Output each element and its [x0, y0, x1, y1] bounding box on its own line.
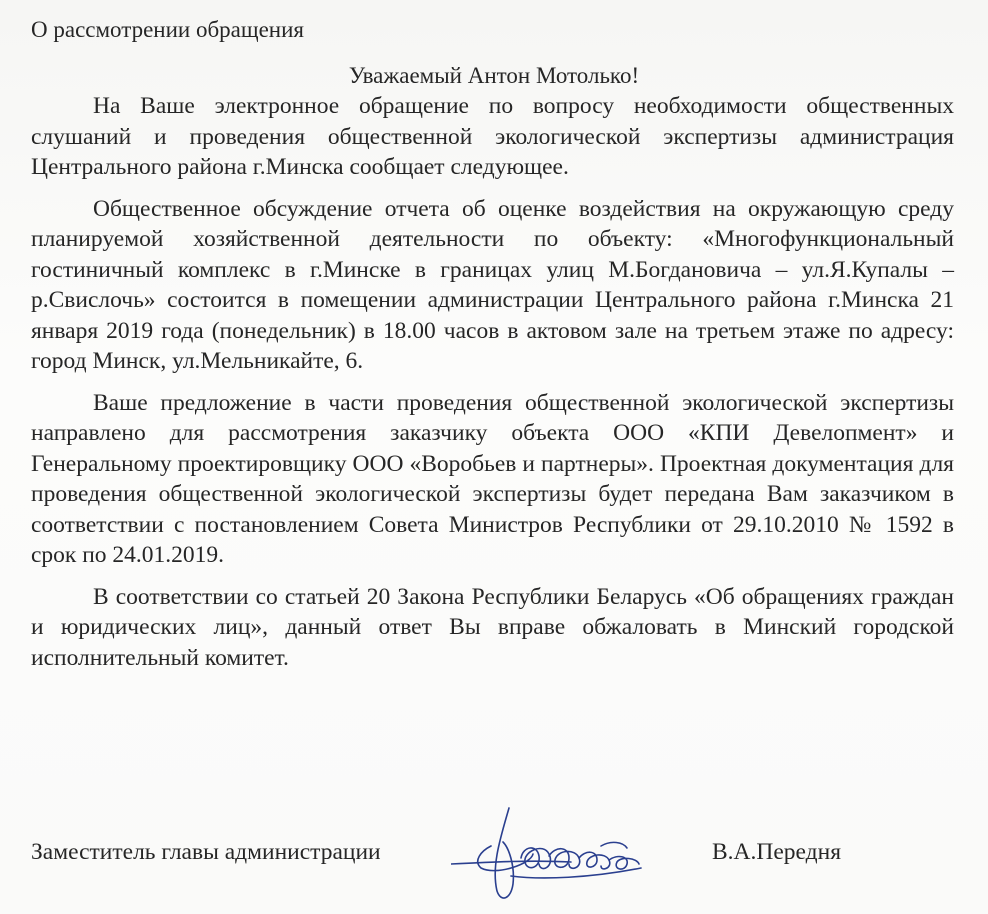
paragraph-appeal-rights: В соответствии со статьей 20 Закона Республики Беларусь «Об обращениях граждан и юридических лиц», данный ответ Вы вправе обжаловать в Минский городской исполнительный комитет. — [31, 583, 954, 671]
letter-body — [31, 91, 954, 684]
signer-name: В.А.Передня — [712, 839, 842, 865]
paragraph-expertise-proposal: Ваше предложение в части проведения общественной экологической экспертизы направлено для рассмотрения заказчику объекта ООО «КПИ Девелопмент» и Генеральному проектировщику ООО «Воробьев и партнеры». Проектная документация для проведения общественной экологической экспертизы будет передана Вам заказчиком в соответствии с постановлением Совета Министров Республики от 29.10.2010 № 1592 в срок по 24.01.2019. — [31, 389, 954, 568]
signature-block — [31, 836, 971, 906]
paragraph-request-reply: На Ваше электронное обращение по вопросу необходимости общественных слушаний и проведения общественной экологической экспертизы администрация Центрального района г.Минска сообщает следующее. — [31, 93, 954, 180]
letter-salutation: Уважаемый Антон Мотолько! — [348, 63, 640, 88]
handwritten-signature — [451, 806, 681, 906]
letter-subject: О рассмотрении обращения — [31, 17, 304, 42]
signature-strokes — [451, 808, 641, 898]
paragraph-public-discussion: Общественное обсуждение отчета об оценке воздействия на окружающую среду планируемой хозяйственной деятельности по объекту: «Многофункциональный гостиничный комплекс в г.Минске в границах улиц М.Богдановича – ул.Я.Купалы – р.Свислочь» состоится в помещении администрации Центрального района г.Минска 21 января 2019 года (понедельник) в 18.00 часов в актовом зале на третьем этаже по адресу: город Минск, ул.Мельникайте, 6. — [31, 195, 954, 374]
signer-title: Заместитель главы администрации — [31, 839, 381, 865]
